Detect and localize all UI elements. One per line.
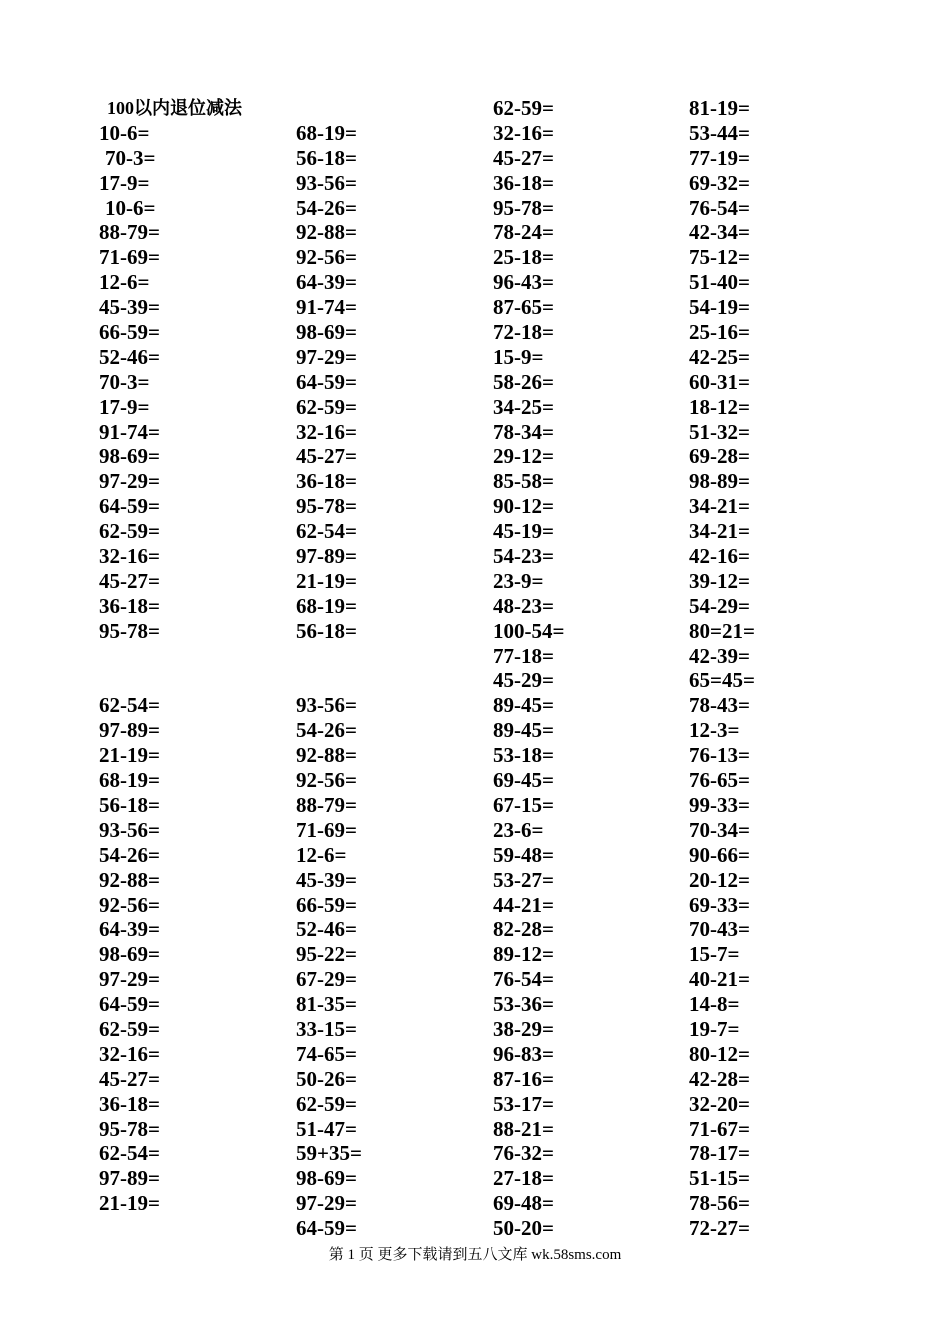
problem-cell: 67-15= bbox=[493, 792, 554, 817]
problem-cell: 34-25= bbox=[493, 394, 554, 419]
problem-cell: 72-18= bbox=[493, 320, 554, 345]
problem-cell: 71-69= bbox=[296, 817, 357, 842]
problem-cell: 93-56= bbox=[99, 817, 160, 842]
problem-cell: 71-69= bbox=[99, 245, 160, 270]
problem-cell: 45-39= bbox=[99, 295, 160, 320]
problem-cell: 98-69= bbox=[99, 942, 160, 967]
problem-cell: 92-88= bbox=[296, 220, 357, 245]
problem-cell: 54-26= bbox=[99, 842, 160, 867]
problem-cell: 18-12= bbox=[689, 394, 750, 419]
problem-cell: 52-46= bbox=[99, 344, 160, 369]
problem-cell bbox=[296, 96, 486, 121]
problem-cell: 56-18= bbox=[296, 145, 357, 170]
problem-cell: 53-27= bbox=[493, 867, 554, 892]
problem-cell: 89-45= bbox=[493, 718, 554, 743]
problem-cell: 67-29= bbox=[296, 967, 357, 992]
problem-cell: 92-88= bbox=[296, 743, 357, 768]
problem-cell: 23-6= bbox=[493, 817, 544, 842]
problem-cell: 87-65= bbox=[493, 295, 554, 320]
problem-cell: 76-65= bbox=[689, 768, 750, 793]
problem-cell: 69-45= bbox=[493, 768, 554, 793]
problem-cell: 74-65= bbox=[296, 1041, 357, 1066]
problem-cell bbox=[99, 668, 289, 693]
problem-cell: 97-29= bbox=[296, 1191, 357, 1216]
problem-cell: 95-22= bbox=[296, 942, 357, 967]
problem-cell: 91-74= bbox=[296, 295, 357, 320]
problem-cell: 64-59= bbox=[99, 494, 160, 519]
problem-cell: 33-15= bbox=[296, 1016, 357, 1041]
problem-cell bbox=[296, 644, 486, 669]
problem-cell: 45-27= bbox=[99, 568, 160, 593]
problem-cell: 50-26= bbox=[296, 1066, 357, 1091]
problem-cell: 82-28= bbox=[493, 917, 554, 942]
problem-cell: 21-19= bbox=[99, 743, 160, 768]
problem-cell: 78-34= bbox=[493, 419, 554, 444]
problem-cell: 66-59= bbox=[99, 320, 160, 345]
problem-cell: 23-9= bbox=[493, 568, 544, 593]
problem-cell: 69-28= bbox=[689, 444, 750, 469]
problem-cell: 51-40= bbox=[689, 270, 750, 295]
problem-cell: 45-29= bbox=[493, 668, 554, 693]
problem-cell: 27-18= bbox=[493, 1166, 554, 1191]
problem-cell: 45-27= bbox=[296, 444, 357, 469]
problem-cell: 36-18= bbox=[99, 1091, 160, 1116]
problem-cell: 70-3= bbox=[105, 145, 156, 170]
problem-cell: 48-23= bbox=[493, 593, 554, 618]
problem-cell: 64-39= bbox=[296, 270, 357, 295]
problem-cell: 52-46= bbox=[296, 917, 357, 942]
problem-cell: 60-31= bbox=[689, 369, 750, 394]
problem-cell: 62-54= bbox=[99, 693, 160, 718]
problem-cell: 97-29= bbox=[99, 967, 160, 992]
problem-cell: 95-78= bbox=[99, 1116, 160, 1141]
problem-cell: 93-56= bbox=[296, 693, 357, 718]
problem-cell: 81-35= bbox=[296, 992, 357, 1017]
problem-cell: 36-18= bbox=[493, 170, 554, 195]
problem-cell: 36-18= bbox=[99, 593, 160, 618]
problem-cell: 70-43= bbox=[689, 917, 750, 942]
problem-cell: 19-7= bbox=[689, 1016, 740, 1041]
problem-cell: 93-56= bbox=[296, 170, 357, 195]
problem-cell: 68-19= bbox=[296, 593, 357, 618]
problem-cell: 38-29= bbox=[493, 1016, 554, 1041]
problem-cell: 10-6= bbox=[105, 195, 156, 220]
page-title: 100以内退位减法 bbox=[107, 98, 242, 118]
problem-cell: 81-19= bbox=[689, 96, 750, 120]
problem-cell: 92-56= bbox=[296, 768, 357, 793]
problem-cell: 88-21= bbox=[493, 1116, 554, 1141]
problem-cell: 78-56= bbox=[689, 1191, 750, 1216]
problem-cell: 98-69= bbox=[296, 1166, 357, 1191]
problem-cell: 54-26= bbox=[296, 195, 357, 220]
problem-cell: 90-12= bbox=[493, 494, 554, 519]
problem-cell: 53-17= bbox=[493, 1091, 554, 1116]
problem-cell: 69-32= bbox=[689, 170, 750, 195]
problem-cell: 42-16= bbox=[689, 544, 750, 569]
problem-cell: 72-27= bbox=[689, 1216, 750, 1241]
problem-cell bbox=[296, 668, 486, 693]
problem-cell: 65=45= bbox=[689, 668, 755, 693]
problem-cell: 10-6= bbox=[99, 120, 150, 145]
problem-cell: 42-39= bbox=[689, 643, 750, 668]
problem-cell: 97-29= bbox=[99, 469, 160, 494]
problem-cell: 88-79= bbox=[296, 792, 357, 817]
problem-cell: 25-16= bbox=[689, 320, 750, 345]
problem-cell: 89-45= bbox=[493, 693, 554, 718]
problem-cell: 96-83= bbox=[493, 1041, 554, 1066]
problem-cell: 99-33= bbox=[689, 792, 750, 817]
problem-cell bbox=[99, 1216, 289, 1241]
problem-cell: 40-21= bbox=[689, 967, 750, 992]
problem-cell: 34-21= bbox=[689, 494, 750, 519]
problem-cell: 45-19= bbox=[493, 519, 554, 544]
problem-cell: 54-29= bbox=[689, 593, 750, 618]
problem-cell: 53-18= bbox=[493, 743, 554, 768]
problem-cell: 95-78= bbox=[99, 618, 160, 643]
problem-cell: 97-29= bbox=[296, 344, 357, 369]
problem-cell: 12-6= bbox=[99, 270, 150, 295]
problem-cell: 91-74= bbox=[99, 419, 160, 444]
problem-cell bbox=[99, 644, 289, 669]
problem-cell: 71-67= bbox=[689, 1116, 750, 1141]
problem-cell: 98-89= bbox=[689, 469, 750, 494]
problem-cell: 97-89= bbox=[99, 1166, 160, 1191]
problem-cell: 95-78= bbox=[493, 195, 554, 220]
problem-cell: 54-19= bbox=[689, 295, 750, 320]
problem-cell: 77-18= bbox=[493, 643, 554, 668]
problem-cell: 76-54= bbox=[689, 195, 750, 220]
problem-cell: 96-43= bbox=[493, 270, 554, 295]
problem-cell: 70-34= bbox=[689, 817, 750, 842]
problem-cell: 80-12= bbox=[689, 1041, 750, 1066]
problem-cell: 20-12= bbox=[689, 867, 750, 892]
problem-cell: 25-18= bbox=[493, 245, 554, 270]
problem-cell: 59-48= bbox=[493, 842, 554, 867]
problem-cell: 32-16= bbox=[493, 120, 554, 145]
problem-cell: 78-17= bbox=[689, 1141, 750, 1166]
problem-cell: 62-59= bbox=[296, 1091, 357, 1116]
problem-cell: 62-54= bbox=[99, 1141, 160, 1166]
problem-cell: 85-58= bbox=[493, 469, 554, 494]
problem-cell: 64-59= bbox=[99, 992, 160, 1017]
problem-cell: 42-34= bbox=[689, 220, 750, 245]
problem-cell: 66-59= bbox=[296, 892, 357, 917]
problem-cell: 32-16= bbox=[99, 1041, 160, 1066]
problem-cell: 97-89= bbox=[296, 544, 357, 569]
problem-cell: 100-54= bbox=[493, 618, 565, 643]
problem-cell: 88-79= bbox=[99, 220, 160, 245]
problem-column-2 bbox=[296, 96, 486, 1241]
problem-cell: 62-54= bbox=[296, 519, 357, 544]
problem-cell: 14-8= bbox=[689, 992, 740, 1017]
problem-cell: 12-3= bbox=[689, 718, 740, 743]
problem-cell: 69-33= bbox=[689, 892, 750, 917]
problem-column-4 bbox=[689, 96, 879, 1241]
problem-cell: 17-9= bbox=[99, 394, 150, 419]
problem-cell: 87-16= bbox=[493, 1066, 554, 1091]
problem-cell: 92-56= bbox=[99, 892, 160, 917]
problem-cell: 56-18= bbox=[99, 792, 160, 817]
problem-cell: 75-12= bbox=[689, 245, 750, 270]
problem-cell: 64-39= bbox=[99, 917, 160, 942]
problem-cell: 15-7= bbox=[689, 942, 740, 967]
problem-cell: 90-66= bbox=[689, 842, 750, 867]
problem-cell: 51-32= bbox=[689, 419, 750, 444]
problem-cell: 76-54= bbox=[493, 967, 554, 992]
problem-cell: 15-9= bbox=[493, 344, 544, 369]
problem-cell: 62-59= bbox=[99, 519, 160, 544]
problem-cell: 54-23= bbox=[493, 544, 554, 569]
problem-cell: 51-15= bbox=[689, 1166, 750, 1191]
page-footer: 第 1 页 更多下载请到五八文库 wk.58sms.com bbox=[328, 1247, 622, 1263]
problem-cell: 89-12= bbox=[493, 942, 554, 967]
problem-cell: 92-88= bbox=[99, 867, 160, 892]
problem-column-3 bbox=[493, 96, 683, 1241]
problem-cell: 70-3= bbox=[99, 369, 150, 394]
problem-cell: 51-47= bbox=[296, 1116, 357, 1141]
problem-cell: 53-44= bbox=[689, 120, 750, 145]
problem-cell: 62-59= bbox=[493, 96, 554, 120]
problem-cell: 64-59= bbox=[296, 369, 357, 394]
problem-cell: 36-18= bbox=[296, 469, 357, 494]
problem-cell: 39-12= bbox=[689, 568, 750, 593]
problem-cell: 80=21= bbox=[689, 618, 755, 643]
problem-cell: 68-19= bbox=[296, 120, 357, 145]
problem-cell: 78-43= bbox=[689, 693, 750, 718]
problem-cell: 32-16= bbox=[99, 544, 160, 569]
problem-cell: 95-78= bbox=[296, 494, 357, 519]
problem-cell: 64-59= bbox=[296, 1216, 357, 1241]
problem-cell: 62-59= bbox=[99, 1016, 160, 1041]
problem-cell: 56-18= bbox=[296, 618, 357, 643]
problem-cell: 45-39= bbox=[296, 867, 357, 892]
problem-cell: 59+35= bbox=[296, 1141, 362, 1166]
problem-cell: 44-21= bbox=[493, 892, 554, 917]
problem-cell: 45-27= bbox=[99, 1066, 160, 1091]
problem-cell: 17-9= bbox=[99, 170, 150, 195]
problem-cell: 21-19= bbox=[99, 1191, 160, 1216]
problem-cell: 50-20= bbox=[493, 1216, 554, 1241]
problem-cell: 32-20= bbox=[689, 1091, 750, 1116]
problem-cell: 97-89= bbox=[99, 718, 160, 743]
problem-cell: 58-26= bbox=[493, 369, 554, 394]
problem-cell: 32-16= bbox=[296, 419, 357, 444]
problem-cell: 98-69= bbox=[99, 444, 160, 469]
problem-cell: 76-13= bbox=[689, 743, 750, 768]
problem-cell: 69-48= bbox=[493, 1191, 554, 1216]
problem-cell: 42-28= bbox=[689, 1066, 750, 1091]
problem-cell: 98-69= bbox=[296, 320, 357, 345]
problem-cell: 29-12= bbox=[493, 444, 554, 469]
problem-cell: 77-19= bbox=[689, 145, 750, 170]
problem-cell: 92-56= bbox=[296, 245, 357, 270]
problem-cell: 68-19= bbox=[99, 768, 160, 793]
problem-cell: 53-36= bbox=[493, 992, 554, 1017]
problem-cell: 76-32= bbox=[493, 1141, 554, 1166]
problem-cell: 62-59= bbox=[296, 394, 357, 419]
problem-cell: 42-25= bbox=[689, 344, 750, 369]
problem-cell: 21-19= bbox=[296, 568, 357, 593]
problem-cell: 45-27= bbox=[493, 145, 554, 170]
problem-column-1 bbox=[99, 96, 289, 1241]
problem-cell: 34-21= bbox=[689, 519, 750, 544]
problem-cell: 12-6= bbox=[296, 842, 347, 867]
problem-cell: 54-26= bbox=[296, 718, 357, 743]
problem-cell: 78-24= bbox=[493, 220, 554, 245]
